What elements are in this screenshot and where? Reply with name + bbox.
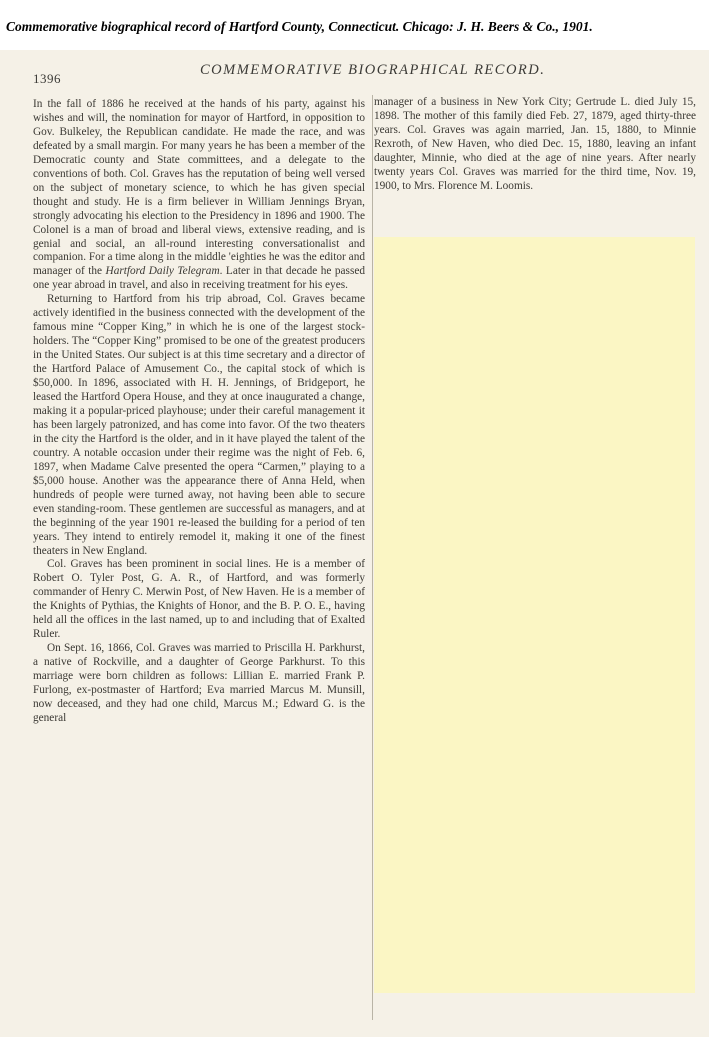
left-column: [33, 98, 365, 726]
paragraph: Col. Graves has been prominent in social lines. He is a member of Robert O. Tyler Post, G. A. R., of Hartford, and was formerly commander of Henry C. Merwin Post, of New Haven. He is a member of the Knights of Pythias, the Knights of Honor, and the B. P. O. E., having held all the offices in the last named, up to and including that of Exalted Ruler.: [33, 558, 365, 641]
paragraph: [33, 98, 365, 293]
paragraph: manager of a business in New York City; Gertrude L. died July 15, 1898. The mother of this family died Feb. 27, 1879, aged thirty-three years. Col. Graves was again married, Jan. 15, 1880, to Minnie Rexroth, of New Haven, who died Dec. 15, 1880, leaving an infant daughter, Minnie, who died at the age of nine years. After nearly twenty years Col. Graves was married for the third time, Nov. 19, 1900, to Mrs. Florence M. Loomis.: [374, 96, 696, 192]
paragraph-text: . Later in that decade he passed one year abroad in travel, and also in receiving treatment for his eyes.: [33, 265, 366, 292]
newspaper-title: Hartford Daily Telegram: [105, 265, 220, 278]
citation-banner: [0, 0, 709, 50]
right-column: [374, 96, 696, 194]
blank-region: [374, 237, 695, 993]
column-divider: [372, 95, 373, 1020]
book-page: [0, 50, 709, 1037]
citation-text: Commemorative biographical record of Hartford County, Connecticut. Chicago: J. H. Beers & Co., 1901.: [6, 19, 593, 34]
running-head: COMMEMORATIVE BIOGRAPHICAL RECORD.: [200, 62, 546, 78]
page-number: 1396: [33, 71, 61, 86]
paragraph-text: In the fall of 1886 he received at the hands of his party, against his wishes and will, the nomination for mayor of Hartford, in opposition to Gov. Bulkeley, the Republican candidate. He made the race, and was defeated by a small margin. For many years he has been a member of the Democratic county and State committees, and a delegate to the conventions of both. Col. Graves has the reputation of being well versed on the subject of monetary science, to which he has given special thought and study. He is a firm believer in William Jennings Bryan, strongly advocating his election to the Presidency in 1896 and 1900. The Colonel is a man of broad and liberal views, extensive reading, and is genial and social, an all-round interesting conversationalist and companion. For a time along in the middle 'eighties he was the editor and manager of the: [33, 98, 365, 278]
paragraph: On Sept. 16, 1866, Col. Graves was married to Priscilla H. Parkhurst, a native of Rockville, and a daughter of George Parkhurst. To this marriage were born children as follows: Lillian E. married Frank P. Furlong, ex-postmaster of Hartford; Eva married Marcus M. Munsill, now deceased, and they had one child, Marcus M.; Edward G. is the general: [33, 642, 365, 724]
paragraph: Returning to Hartford from his trip abroad, Col. Graves became actively identified in the business connected with the development of the famous mine “Copper King,” in which he is one of the largest stock-holders. The “Copper King” promised to be one of the greatest producers in the United States. Our subject is at this time secretary and a director of the Hartford Palace of Amusement Co., the capital stock of which is $50,000. In 1896, associated with H. H. Jennings, of Bridgeport, he leased the Hartford Opera House, and they at once inaugurated a change, making it a popular-priced playhouse; under their careful management it has been largely patronized, and has come into favor. Of the two theaters in the city the Hartford is the older, and in it have played the talent of the country. A notable occasion under their regime was the night of Feb. 6, 1897, when Madame Calve presented the opera “Carmen,” playing to a $5,000 house. Another was the appearance there of Anna Held, when hundreds of people were turned away, not having been able to secure even standing-room. These gentlemen are successful as managers, and at the beginning of the year 1901 re-leased the building for a period of ten years. They intend to entirely remodel it, making it one of the finest theaters in New England.: [33, 293, 365, 557]
